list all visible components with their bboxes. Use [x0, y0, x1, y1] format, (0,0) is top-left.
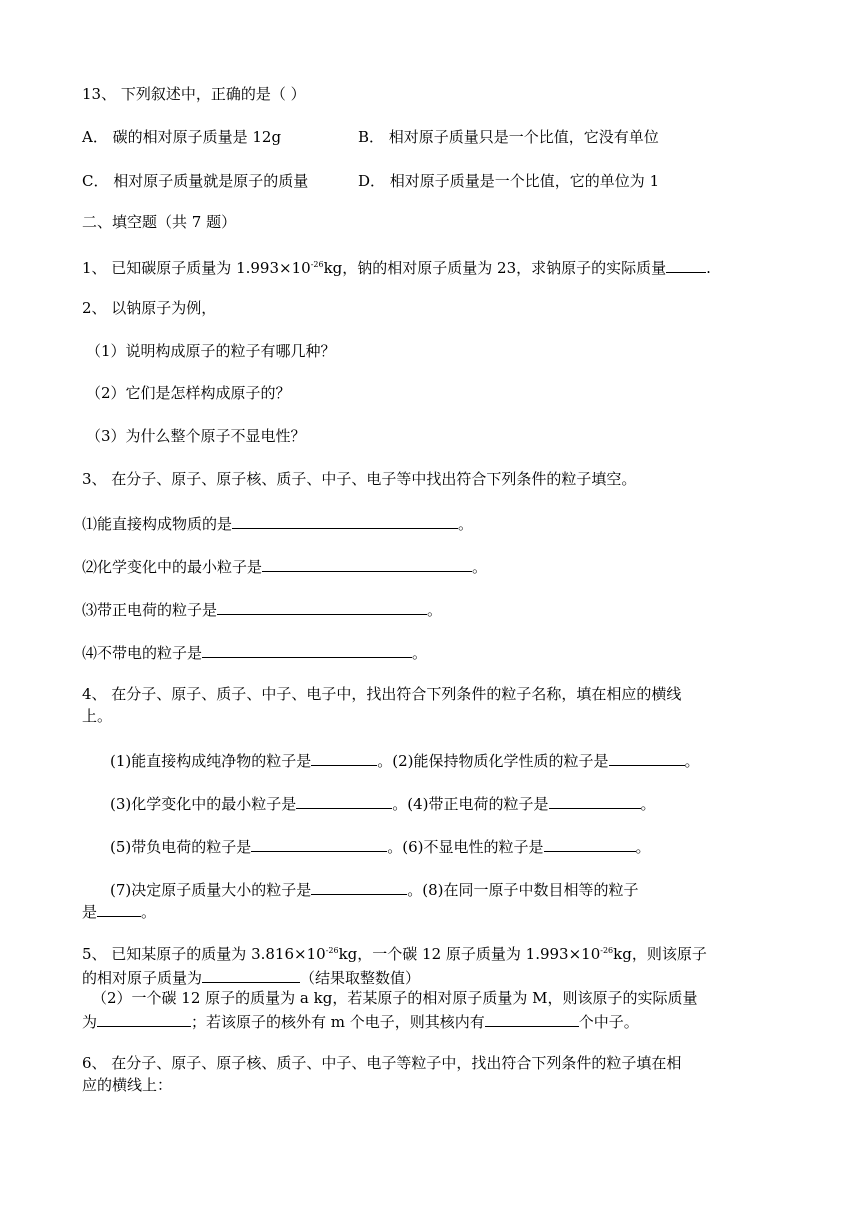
fill-4-part-3-label: (3)化学变化中的最小粒子是: [110, 795, 297, 813]
fill-5-text-a: 5、 已知某原子的质量为 3.816×10: [82, 945, 326, 963]
fill-3-item-4-blank[interactable]: [202, 641, 412, 658]
fill-4-part-2-label: (2)能保持物质化学性质的粒子是: [392, 752, 609, 770]
fill-5-line-2: [82, 966, 420, 988]
fill-4-part-3-blank[interactable]: [296, 792, 392, 809]
fill-5-line-4-middle: ；若该原子的核外有 m 个电子，则其核内有: [191, 1013, 485, 1031]
fill-4-part-4-label: (4)带正电荷的粒子是: [407, 795, 549, 813]
fill-6-stem-line-2: 应的横线上：: [82, 1076, 173, 1094]
fill-4-row-4: [110, 878, 639, 900]
q13-option-a: A． 碳的相对原子质量是 12g: [82, 128, 282, 146]
fill-3-item-2: [82, 555, 487, 577]
fill-4-part-2-blank[interactable]: [609, 749, 685, 766]
fill-2-sub-3: （3）为什么整个原子不显电性？: [86, 427, 306, 445]
fill-4-part-8-label-cont: 是: [82, 903, 98, 921]
fill-5-exponent-1: -26: [325, 946, 339, 955]
fill-4-part-7-end: 。: [407, 881, 423, 899]
fill-5-text-c: kg，则该原子: [613, 945, 707, 963]
fill-5-relative-mass-blank[interactable]: [202, 966, 300, 983]
fill-4-part-4-blank[interactable]: [549, 792, 641, 809]
fill-3-item-2-label: ⑵化学变化中的最小粒子是: [82, 558, 263, 576]
q13-stem: 13、 下列叙述中，正确的是（ ）: [82, 85, 306, 103]
fill-5-line-4-end: 个中子。: [578, 1013, 639, 1031]
fill-4-part-8-blank[interactable]: [97, 900, 141, 917]
fill-4-part-3-end: 。: [392, 795, 408, 813]
fill-2-sub-2: （2）它们是怎样构成原子的？: [86, 384, 291, 402]
fill-5-text-b: kg，一个碳 12 原子质量为 1.993×10: [338, 945, 601, 963]
fill-5-line-2-note: （结果取整数值）: [300, 969, 421, 987]
fill-4-part-5-blank[interactable]: [251, 835, 387, 852]
fill-3-item-3-label: ⑶带正电荷的粒子是: [82, 601, 218, 619]
fill-5-neutron-blank[interactable]: [485, 1010, 579, 1027]
fill-3-item-4-label: ⑷不带电的粒子是: [82, 644, 203, 662]
fill-4-row-1: [110, 749, 700, 771]
fill-5-line-3: （2）一个碳 12 原子的质量为 a kg，若某原子的相对原子质量为 M，则该原子的实际质量: [92, 989, 698, 1007]
fill-4-part-6-label: (6)不显电性的粒子是: [402, 838, 544, 856]
section-heading: 二、填空题（共 7 题）: [82, 213, 237, 231]
fill-1-exponent: -26: [310, 260, 324, 269]
fill-4-part-5-end: 。: [387, 838, 403, 856]
fill-4-part-2-end: 。: [684, 752, 700, 770]
fill-3-item-1: [82, 512, 473, 534]
fill-4-part-1-label: (1)能直接构成纯净物的粒子是: [110, 752, 312, 770]
fill-4-part-8-label: (8)在同一原子中数目相等的粒子: [422, 881, 639, 899]
q13-option-d: D． 相对原子质量是一个比值，它的单位为 1: [358, 172, 660, 190]
fill-5-actual-mass-blank[interactable]: [97, 1010, 191, 1027]
fill-3-item-4: [82, 641, 427, 663]
q13-option-c: C． 相对原子质量就是原子的质量: [82, 172, 309, 190]
fill-3-item-1-end: 。: [458, 515, 474, 533]
fill-6-stem-line-1: 6、 在分子、原子、原子核、质子、中子、电子等粒子中，找出符合下列条件的粒子填在相: [82, 1054, 682, 1072]
fill-1-end: .: [706, 259, 711, 277]
fill-4-part-6-blank[interactable]: [544, 835, 636, 852]
fill-3-item-1-blank[interactable]: [232, 512, 458, 529]
fill-3-stem: 3、 在分子、原子、原子核、质子、中子、电子等中找出符合下列条件的粒子填空。: [82, 470, 637, 488]
fill-4-part-7-blank[interactable]: [311, 878, 407, 895]
fill-3-item-2-end: 。: [472, 558, 488, 576]
fill-4-row-3: [110, 835, 651, 857]
fill-5-line-2-label: 的相对原子质量为: [82, 969, 203, 987]
fill-4-part-7-label: (7)决定原子质量大小的粒子是: [110, 881, 312, 899]
fill-5-line-1: [82, 944, 707, 964]
q13-option-b: B． 相对原子质量只是一个比值，它没有单位: [358, 128, 659, 146]
fill-5-line-4-label: 为: [82, 1013, 98, 1031]
fill-1: [82, 256, 711, 278]
fill-4-part-6-end: 。: [635, 838, 651, 856]
fill-2-sub-1: （1）说明构成原子的粒子有哪几种？: [86, 342, 336, 360]
fill-3-item-4-end: 。: [412, 644, 428, 662]
fill-4-part-8-end: 。: [141, 903, 157, 921]
fill-1-text-a: 1、 已知碳原子质量为 1.993×10: [82, 259, 311, 277]
fill-1-blank[interactable]: [666, 256, 706, 273]
fill-4-part-1-blank[interactable]: [311, 749, 377, 766]
fill-3-item-2-blank[interactable]: [262, 555, 472, 572]
fill-4-stem-line-2: 上。: [82, 707, 113, 725]
fill-4-row-2: [110, 792, 656, 814]
fill-5-exponent-2: -26: [600, 946, 614, 955]
fill-4-part-5-label: (5)带负电荷的粒子是: [110, 838, 252, 856]
fill-4-part-1-end: 。: [377, 752, 393, 770]
fill-3-item-3-end: 。: [427, 601, 443, 619]
fill-3-item-3-blank[interactable]: [217, 598, 427, 615]
fill-4-part-4-end: 。: [640, 795, 656, 813]
fill-1-text-b: kg，钠的相对原子质量为 23，求钠原子的实际质量: [323, 259, 667, 277]
fill-3-item-1-label: ⑴能直接构成物质的是: [82, 515, 233, 533]
fill-4-stem-line-1: 4、 在分子、原子、质子、中子、电子中，找出符合下列条件的粒子名称，填在相应的横线: [82, 685, 682, 703]
fill-5-line-4: [82, 1010, 639, 1032]
fill-3-item-3: [82, 598, 442, 620]
fill-2-stem: 2、 以钠原子为例，: [82, 299, 217, 317]
fill-4-row-5: [82, 900, 156, 922]
